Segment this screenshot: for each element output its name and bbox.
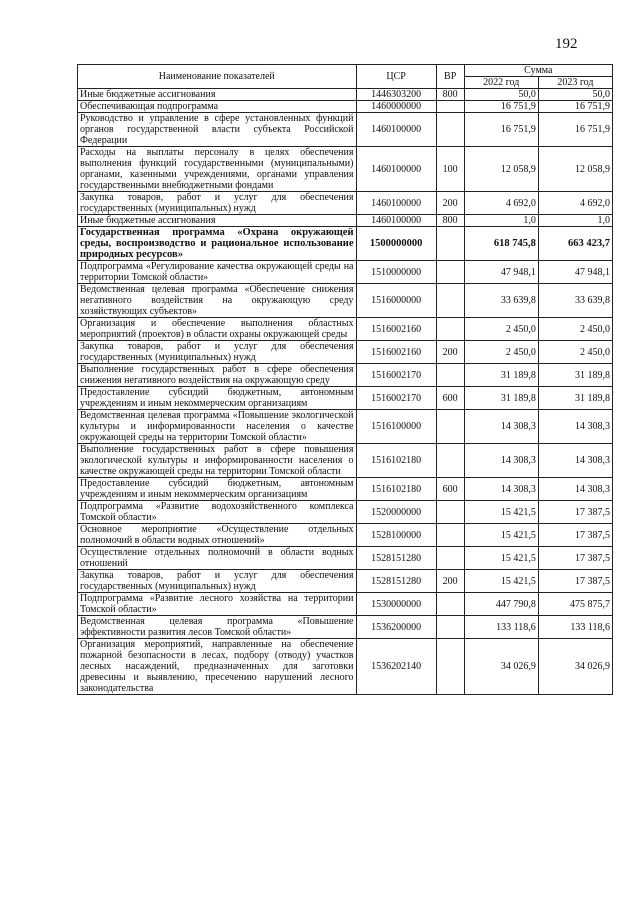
row-name-cell: Осуществление отдельных полномочий в области водных отношений (78, 547, 357, 570)
row-name-cell: Выполнение государственных работ в сфере обеспечения снижения негативного воздействия на окружающую среду (78, 364, 357, 387)
table-row (78, 215, 613, 227)
table-row (78, 570, 613, 593)
row-vr-cell (436, 593, 464, 616)
row-2023-cell: 31 189,8 (538, 364, 612, 387)
table-row (78, 101, 613, 113)
table-row (78, 387, 613, 410)
row-name-cell: Основное мероприятие «Осуществление отдельных полномочий в области водных отношений» (78, 524, 357, 547)
row-csr-cell: 1516002160 (356, 341, 436, 364)
row-vr-cell: 200 (436, 570, 464, 593)
row-name-cell: Закупка товаров, работ и услуг для обеспечения государственных (муниципальных) нужд (78, 570, 357, 593)
row-name-cell: Предоставление субсидий бюджетным, автономным учреждениям и иным некоммерческим организациям (78, 478, 357, 501)
row-2023-cell: 50,0 (538, 89, 612, 101)
table-row (78, 616, 613, 639)
table-row (78, 364, 613, 387)
row-2022-cell: 50,0 (464, 89, 538, 101)
row-name-cell: Организация и обеспечение выполнения областных мероприятий (проектов) в области охраны окружающей среды (78, 318, 357, 341)
row-vr-cell: 800 (436, 89, 464, 101)
row-csr-cell: 1460100000 (356, 215, 436, 227)
table-row (78, 547, 613, 570)
row-name-cell: Подпрограмма «Развитие водохозяйственного комплекса Томской области» (78, 501, 357, 524)
row-2022-cell: 15 421,5 (464, 547, 538, 570)
row-2023-cell: 663 423,7 (538, 227, 612, 261)
row-vr-cell (436, 410, 464, 444)
row-vr-cell (436, 547, 464, 570)
row-csr-cell: 1460100000 (356, 147, 436, 192)
row-name-cell: Обеспечивающая подпрограмма (78, 101, 357, 113)
row-name-cell: Расходы на выплаты персоналу в целях обеспечения выполнения функций государственными (муниципальными) органами, казенными учреждениями, органами управления государственными внебюджетными фондами (78, 147, 357, 192)
row-csr-cell: 1460100000 (356, 113, 436, 147)
row-2022-cell: 2 450,0 (464, 341, 538, 364)
row-2023-cell: 475 875,7 (538, 593, 612, 616)
row-vr-cell (436, 616, 464, 639)
row-csr-cell: 1460000000 (356, 101, 436, 113)
table-row (78, 410, 613, 444)
row-2022-cell: 31 189,8 (464, 364, 538, 387)
row-csr-cell: 1516100000 (356, 410, 436, 444)
row-vr-cell: 200 (436, 192, 464, 215)
row-2023-cell: 17 387,5 (538, 524, 612, 547)
row-csr-cell: 1516000000 (356, 284, 436, 318)
row-2023-cell: 2 450,0 (538, 318, 612, 341)
row-name-cell: Ведомственная целевая программа «Повышение экологической культуры и информированности населения о качестве окружающей среды на территории Томской области» (78, 410, 357, 444)
table-row (78, 284, 613, 318)
row-csr-cell: 1528151280 (356, 570, 436, 593)
row-csr-cell: 1460100000 (356, 192, 436, 215)
row-2022-cell: 15 421,5 (464, 570, 538, 593)
row-2023-cell: 34 026,9 (538, 639, 612, 695)
row-name-cell: Иные бюджетные ассигнования (78, 89, 357, 101)
row-2023-cell: 4 692,0 (538, 192, 612, 215)
row-2023-cell: 2 450,0 (538, 341, 612, 364)
row-2022-cell: 12 058,9 (464, 147, 538, 192)
row-2023-cell: 133 118,6 (538, 616, 612, 639)
row-2023-cell: 1,0 (538, 215, 612, 227)
row-csr-cell: 1510000000 (356, 261, 436, 284)
table-header-row (78, 65, 613, 77)
row-vr-cell: 600 (436, 478, 464, 501)
row-name-cell: Закупка товаров, работ и услуг для обеспечения государственных (муниципальных) нужд (78, 341, 357, 364)
row-name-cell: Руководство и управление в сфере установленных функций органов государственной власти субъекта Российской Федерации (78, 113, 357, 147)
row-name-cell: Подпрограмма «Развитие лесного хозяйства на территории Томской области» (78, 593, 357, 616)
row-2023-cell: 14 308,3 (538, 444, 612, 478)
row-2023-cell: 33 639,8 (538, 284, 612, 318)
row-2022-cell: 14 308,3 (464, 410, 538, 444)
row-2023-cell: 31 189,8 (538, 387, 612, 410)
row-2023-cell: 17 387,5 (538, 547, 612, 570)
row-name-cell: Организация мероприятий, направленные на обеспечение пожарной безопасности в лесах, подбору (отводу) участков лесных насаждений, предназначенных для заготовки древесины и выявлению, пресечению нарушений лесного законодательства (78, 639, 357, 695)
row-vr-cell (436, 227, 464, 261)
row-2022-cell: 4 692,0 (464, 192, 538, 215)
row-name-cell: Ведомственная целевая программа «Обеспечение снижения негативного воздействия на окружающую среду хозяйствующих субъектов» (78, 284, 357, 318)
header-csr: ЦСР (356, 65, 436, 89)
row-2022-cell: 2 450,0 (464, 318, 538, 341)
row-csr-cell: 1536202140 (356, 639, 436, 695)
row-2023-cell: 17 387,5 (538, 501, 612, 524)
row-csr-cell: 1516102180 (356, 478, 436, 501)
row-2023-cell: 12 058,9 (538, 147, 612, 192)
row-2022-cell: 618 745,8 (464, 227, 538, 261)
table-row (78, 478, 613, 501)
row-vr-cell (436, 284, 464, 318)
table-row (78, 192, 613, 215)
table-row (78, 341, 613, 364)
row-csr-cell: 1520000000 (356, 501, 436, 524)
row-name-cell: Закупка товаров, работ и услуг для обеспечения государственных (муниципальных) нужд (78, 192, 357, 215)
row-2022-cell: 34 026,9 (464, 639, 538, 695)
row-csr-cell: 1516102180 (356, 444, 436, 478)
row-2023-cell: 14 308,3 (538, 410, 612, 444)
table-row (78, 261, 613, 284)
row-vr-cell (436, 524, 464, 547)
row-name-cell: Государственная программа «Охрана окружающей среды, воспроизводство и рациональное использование природных ресурсов» (78, 227, 357, 261)
row-vr-cell: 100 (436, 147, 464, 192)
row-2022-cell: 15 421,5 (464, 524, 538, 547)
row-csr-cell: 1516002170 (356, 364, 436, 387)
row-2023-cell: 17 387,5 (538, 570, 612, 593)
row-csr-cell: 1530000000 (356, 593, 436, 616)
row-name-cell: Ведомственная целевая программа «Повышение эффективности развития лесов Томской области» (78, 616, 357, 639)
row-name-cell: Иные бюджетные ассигнования (78, 215, 357, 227)
table-row (78, 639, 613, 695)
row-2022-cell: 447 790,8 (464, 593, 538, 616)
row-vr-cell (436, 261, 464, 284)
row-2022-cell: 16 751,9 (464, 113, 538, 147)
row-name-cell: Предоставление субсидий бюджетным, автономным учреждениям и иным некоммерческим организациям (78, 387, 357, 410)
budget-table (77, 64, 613, 695)
row-2022-cell: 16 751,9 (464, 101, 538, 113)
table-row (78, 147, 613, 192)
row-vr-cell (436, 113, 464, 147)
row-vr-cell (436, 444, 464, 478)
row-name-cell: Подпрограмма «Регулирование качества окружающей среды на территории Томской области» (78, 261, 357, 284)
row-2022-cell: 47 948,1 (464, 261, 538, 284)
table-row (78, 89, 613, 101)
row-vr-cell (436, 639, 464, 695)
row-csr-cell: 1536200000 (356, 616, 436, 639)
row-vr-cell (436, 101, 464, 113)
row-vr-cell: 800 (436, 215, 464, 227)
table-row (78, 501, 613, 524)
row-vr-cell (436, 318, 464, 341)
row-vr-cell: 600 (436, 387, 464, 410)
table-row (78, 444, 613, 478)
row-2022-cell: 14 308,3 (464, 444, 538, 478)
row-name-cell: Выполнение государственных работ в сфере повышения экологической культуры и информированности населения о качестве окружающей среды на территории Томской области (78, 444, 357, 478)
header-year-2023: 2023 год (538, 77, 612, 89)
table-row (78, 227, 613, 261)
row-csr-cell: 1500000000 (356, 227, 436, 261)
table-row (78, 318, 613, 341)
row-2022-cell: 33 639,8 (464, 284, 538, 318)
row-csr-cell: 1516002170 (356, 387, 436, 410)
row-vr-cell (436, 501, 464, 524)
header-year-2022: 2022 год (464, 77, 538, 89)
row-2023-cell: 14 308,3 (538, 478, 612, 501)
row-2022-cell: 31 189,8 (464, 387, 538, 410)
row-vr-cell: 200 (436, 341, 464, 364)
row-2023-cell: 16 751,9 (538, 113, 612, 147)
row-2022-cell: 1,0 (464, 215, 538, 227)
row-2023-cell: 16 751,9 (538, 101, 612, 113)
row-csr-cell: 1528100000 (356, 524, 436, 547)
table-row (78, 113, 613, 147)
header-vr: ВР (436, 65, 464, 89)
page-number: 192 (555, 36, 578, 52)
header-name: Наименование показателей (78, 65, 357, 89)
row-csr-cell: 1516002160 (356, 318, 436, 341)
row-2023-cell: 47 948,1 (538, 261, 612, 284)
row-2022-cell: 133 118,6 (464, 616, 538, 639)
table-row (78, 593, 613, 616)
row-2022-cell: 14 308,3 (464, 478, 538, 501)
row-vr-cell (436, 364, 464, 387)
row-2022-cell: 15 421,5 (464, 501, 538, 524)
row-csr-cell: 1446303200 (356, 89, 436, 101)
header-sum: Сумма (464, 65, 612, 77)
table-row (78, 524, 613, 547)
row-csr-cell: 1528151280 (356, 547, 436, 570)
